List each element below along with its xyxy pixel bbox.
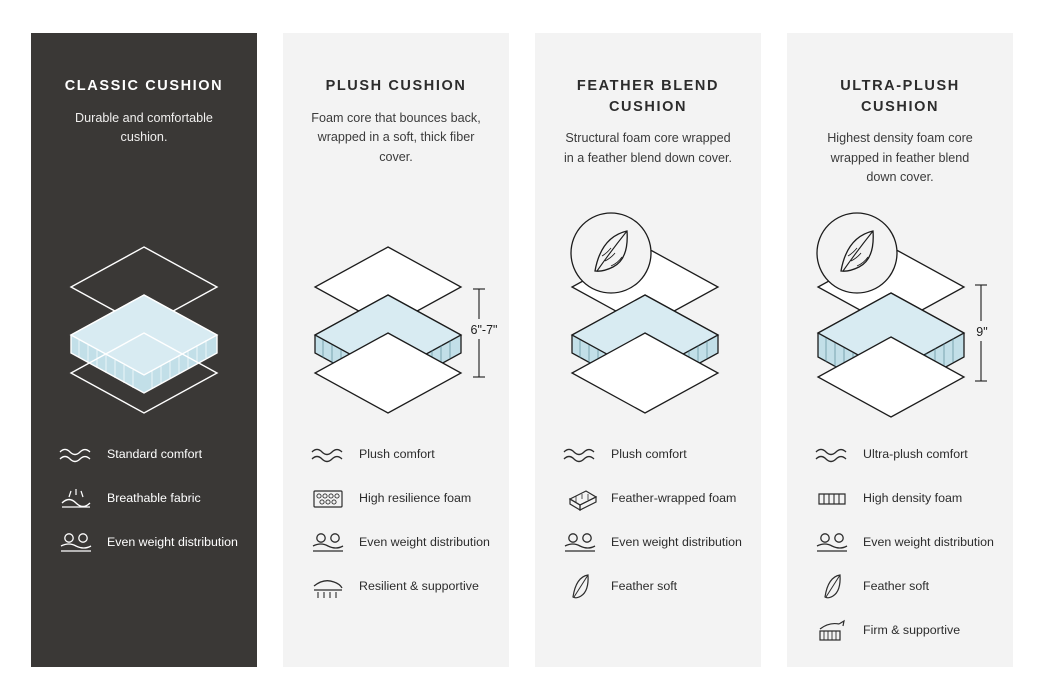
cushion-layers-illustration xyxy=(535,201,761,423)
feather-wrapped-foam-icon xyxy=(557,482,603,516)
feature-item xyxy=(809,609,1005,653)
cushion-layers-illustration xyxy=(283,201,509,423)
card-subtitle: Highest density foam core wrapped in feather blend down cover. xyxy=(827,131,973,185)
card-classic-cushion[interactable] xyxy=(31,33,257,667)
feature-item xyxy=(557,565,753,609)
card-feather-blend-cushion[interactable] xyxy=(535,33,761,667)
feature-item xyxy=(53,433,249,477)
even-weight-icon xyxy=(305,526,351,560)
even-weight-icon xyxy=(809,526,855,560)
card-plush-cushion[interactable] xyxy=(283,33,509,667)
leaf-icon xyxy=(557,570,603,604)
feature-label: Breathable fabric xyxy=(107,491,201,506)
feature-item xyxy=(809,433,1005,477)
feature-label: Firm & supportive xyxy=(863,623,961,638)
feature-label: High density foam xyxy=(863,491,963,506)
feature-label: Feather soft xyxy=(863,579,930,594)
card-subtitle: Durable and comfortable cushion. xyxy=(75,110,213,145)
card-subtitle: Structural foam core wrapped in a feather blend down cover. xyxy=(563,131,733,165)
wave-icon xyxy=(557,438,603,472)
feature-label: Even weight distribution xyxy=(863,535,994,550)
feature-label: Resilient & supportive xyxy=(359,579,479,594)
card-title: CLASSIC CUSHION xyxy=(64,78,224,94)
feature-label: Feather soft xyxy=(611,579,678,594)
dimension-label-text: 6"-7" xyxy=(470,323,498,337)
wave-icon xyxy=(53,438,99,472)
feature-label: Plush comfort xyxy=(359,447,435,462)
feature-item xyxy=(53,521,249,565)
even-weight-icon xyxy=(557,526,603,560)
card-ultra-plush-cushion[interactable] xyxy=(787,33,1013,667)
resilient-support-icon xyxy=(305,570,351,604)
cushion-layers-illustration xyxy=(787,201,1013,423)
feature-item xyxy=(809,565,1005,609)
feature-item xyxy=(557,477,753,521)
wave-icon xyxy=(809,438,855,472)
feature-label: Ultra-plush comfort xyxy=(863,447,968,462)
high-density-foam-icon xyxy=(809,482,855,516)
feature-item xyxy=(305,433,501,477)
feature-item xyxy=(809,521,1005,565)
cushion-layers-illustration xyxy=(31,201,257,423)
breathable-fabric-icon xyxy=(53,482,99,516)
feature-item xyxy=(557,433,753,477)
feature-item xyxy=(305,521,501,565)
card-title: FEATHER BLEND CUSHION xyxy=(576,78,720,115)
feature-label: Feather-wrapped foam xyxy=(611,491,737,506)
feature-item xyxy=(305,477,501,521)
feature-label: Standard comfort xyxy=(107,447,203,462)
feature-list xyxy=(53,433,249,565)
leaf-badge xyxy=(571,213,651,293)
feature-list xyxy=(557,433,753,609)
feature-label: Even weight distribution xyxy=(359,535,490,550)
feature-list xyxy=(305,433,501,609)
firm-support-icon xyxy=(809,614,855,648)
feature-item xyxy=(557,521,753,565)
card-subtitle: Foam core that bounces back, wrapped in a soft, thick fiber cover. xyxy=(311,110,481,164)
feature-label: Even weight distribution xyxy=(611,535,742,550)
wave-icon xyxy=(305,438,351,472)
feature-item xyxy=(809,477,1005,521)
card-title: PLUSH CUSHION xyxy=(325,78,467,94)
leaf-badge xyxy=(817,213,897,293)
leaf-icon xyxy=(809,570,855,604)
even-weight-icon xyxy=(53,526,99,560)
feature-item xyxy=(305,565,501,609)
feature-label: Plush comfort xyxy=(611,447,687,462)
feature-label: High resilience foam xyxy=(359,491,472,506)
feature-label: Even weight distribution xyxy=(107,535,238,550)
feature-item xyxy=(53,477,249,521)
honeycomb-foam-icon xyxy=(305,482,351,516)
dimension-label-text: 9" xyxy=(976,325,988,339)
card-title: ULTRA-PLUSH CUSHION xyxy=(840,78,960,115)
feature-list xyxy=(809,433,1005,653)
